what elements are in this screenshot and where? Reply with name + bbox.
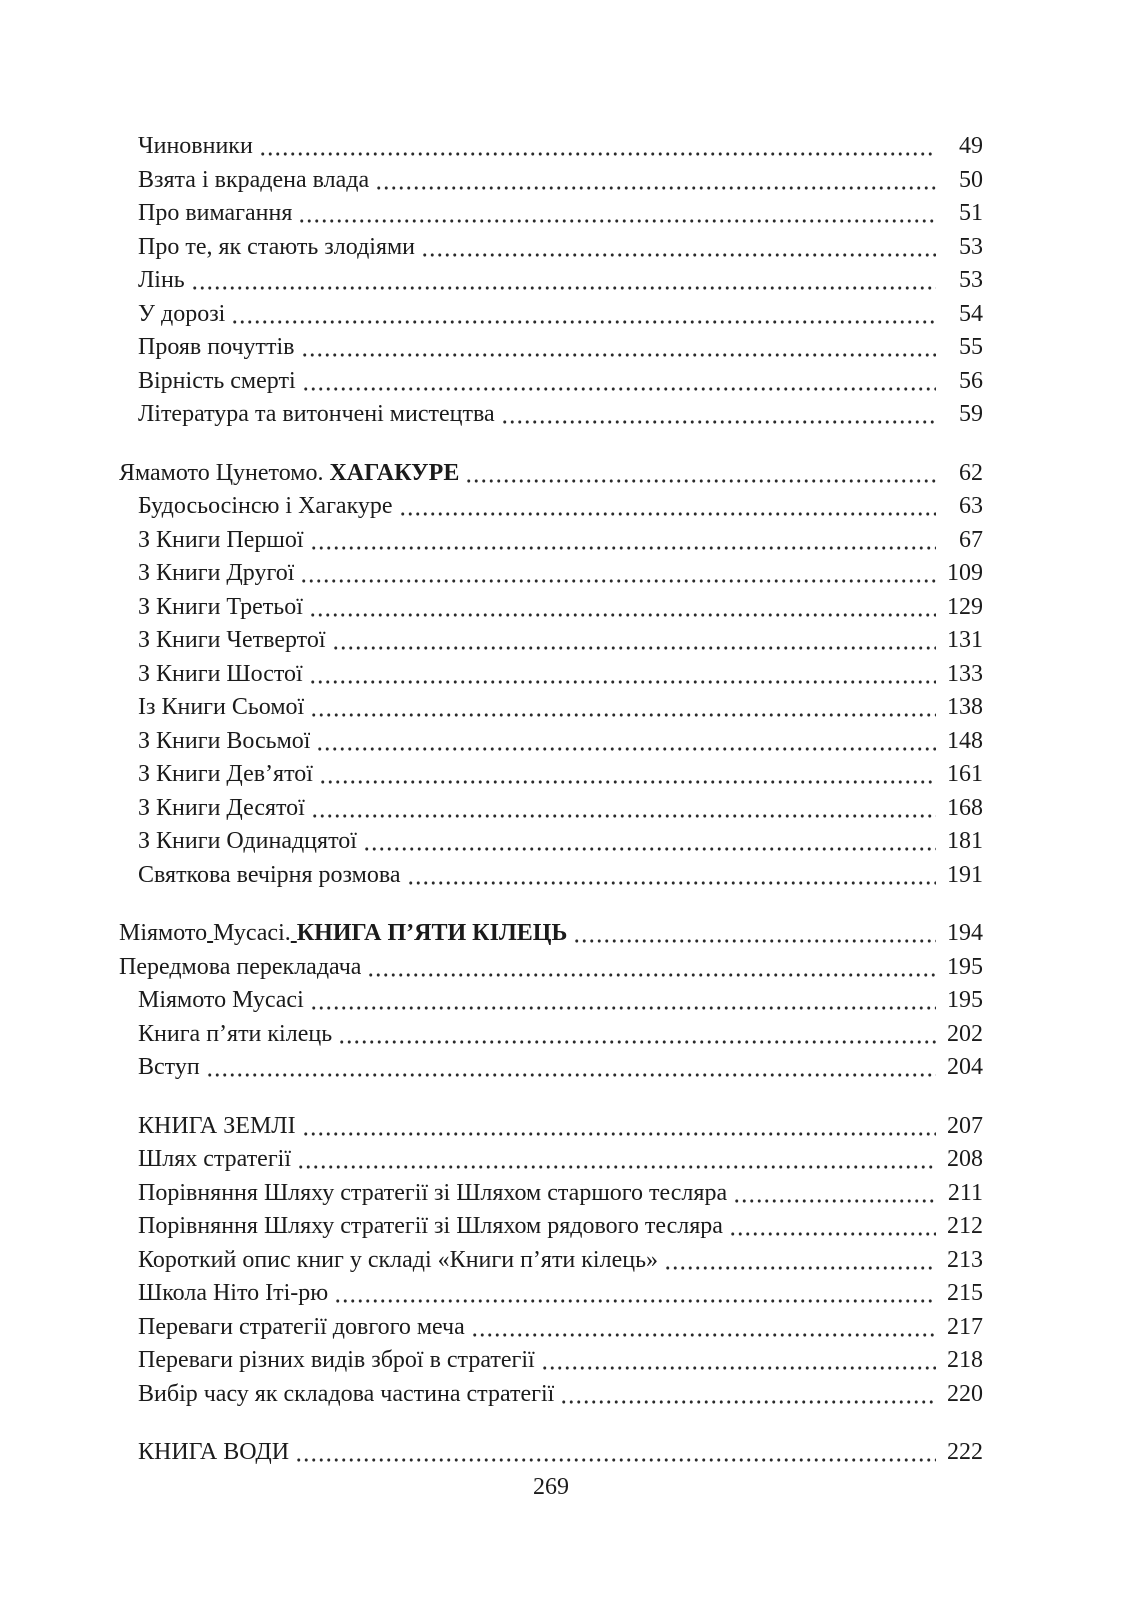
toc-dotted-leader [367,951,936,985]
toc-entry [119,231,983,265]
toc-entry-page-number: 50 [959,166,983,193]
toc-entry [119,197,983,231]
toc-entry-label: З Книги Десятої [138,794,305,821]
toc-dotted-leader [316,725,936,759]
toc-dotted-leader [300,557,936,591]
toc-dotted-leader [465,457,936,491]
toc-entry-page-number: 191 [947,861,983,888]
toc-entry-page-number: 55 [959,334,983,360]
toc-entry-label: Чиновники [138,133,253,159]
toc-entry-page-number: 63 [959,493,983,519]
toc-entry [119,1210,983,1244]
toc-entry [119,264,983,298]
toc-entry-label: КНИГА ВОДИ [138,1439,290,1465]
toc-dotted-leader [375,164,936,198]
toc-dotted-leader [573,917,936,951]
toc-dotted-leader [302,365,936,399]
toc-dotted-leader [319,758,936,792]
toc-entry [119,1110,983,1144]
toc-entry [119,130,983,164]
toc-dotted-leader [191,264,936,298]
toc-dotted-leader [421,231,936,265]
toc-entry [119,1177,983,1211]
toc-entry-label: Шлях стратегії [138,1146,292,1172]
toc-dotted-leader [302,1110,936,1144]
toc-entry-label: Переваги стратегії довгого меча [138,1313,465,1340]
toc-entry-label: Література та витончені мистецтва [138,401,495,427]
toc-entry-page-number: 59 [959,401,983,427]
toc-entry-page-number: 129 [947,593,983,620]
toc-entry [119,524,983,558]
toc-entry-page-number: 211 [947,1179,983,1206]
toc-entry [119,658,983,692]
toc-entry-page-number: 204 [947,1054,983,1080]
toc-entry-label: З Книги Шостої [138,660,303,687]
toc-dotted-leader [309,658,936,692]
toc-entry-label: Книга п’яти кілець [138,1020,333,1047]
toc-entry [119,457,983,491]
toc-entry-page-number: 67 [959,526,983,553]
toc-entry [119,691,983,725]
toc-entry-page-number: 212 [947,1213,983,1239]
toc-entry [119,1311,983,1345]
toc-entry-label: З Книги Дев’ятої [138,761,313,787]
toc-entry-page-number: 51 [959,200,983,226]
toc-entry-page-number: 62 [959,459,983,486]
toc-entry-page-number: 207 [947,1112,983,1139]
toc-entry-label: Вірність смерті [138,367,296,394]
toc-dotted-leader [729,1210,936,1244]
toc-dotted-leader [297,1143,936,1177]
toc-entry-label: КНИГА ЗЕМЛІ [138,1112,296,1139]
toc-dotted-leader [363,825,936,859]
toc-entry-label: Ямамото Цунетомо. ХАГАКУРЕ [119,459,460,486]
toc-entry-page-number: 195 [947,987,983,1013]
toc-entry-page-number: 49 [959,133,983,159]
toc-entry-page-number: 220 [947,1380,983,1407]
toc-entry-page-number: 138 [947,694,983,720]
toc-dotted-leader [310,691,936,725]
toc-entry-label: Міямото Мусасі. КНИГА П’ЯТИ КІЛЕЦЬ [119,920,568,946]
toc-entry [119,1143,983,1177]
toc-entry-label: Вибір часу як складова частина стратегії [138,1380,555,1407]
toc-entry-label: З Книги Четвертої [138,627,326,653]
toc-dotted-leader [309,591,936,625]
toc-entry-page-number: 168 [947,794,983,821]
toc-entry [119,164,983,198]
toc-dotted-leader [259,130,936,164]
toc-entry [119,490,983,524]
toc-entry-page-number: 217 [947,1313,983,1340]
toc-entry-page-number: 213 [947,1246,983,1273]
toc-entry-page-number: 181 [947,828,983,854]
toc-dotted-leader [301,331,936,365]
toc-entry [119,1344,983,1378]
toc-entry-label: З Книги Восьмої [138,727,311,754]
toc-entry [119,1378,983,1412]
toc-entry [119,725,983,759]
toc-entry [119,624,983,658]
toc-entry [119,792,983,826]
toc-entry-page-number: 109 [947,560,983,586]
toc-entry-label: Порівняння Шляху стратегії зі Шляхом старшого тесляра [138,1179,728,1206]
toc-entry-page-number: 194 [947,920,983,946]
toc-entry-page-number: 195 [947,953,983,980]
toc-entry-label: Порівняння Шляху стратегії зі Шляхом рядового тесляра [138,1213,723,1239]
toc-entry-label: Вступ [138,1054,200,1080]
toc-entry [119,1244,983,1278]
toc-entry-label: З Книги Одинадцятої [138,828,357,854]
toc-entry-page-number: 133 [947,660,983,687]
toc-entry [119,365,983,399]
toc-dotted-leader [310,524,936,558]
toc-entry [119,557,983,591]
toc-entry-label: Про те, як стають злодіями [138,233,416,260]
toc-entry [119,298,983,332]
toc-entry-page-number: 218 [947,1347,983,1373]
toc-dotted-leader [295,1436,936,1470]
toc-entry-label: Про вимагання [138,200,293,226]
toc-entry-label: З Книги Першої [138,526,304,553]
toc-entry-page-number: 131 [947,627,983,653]
toc-dotted-leader [501,398,936,432]
toc-entry-label: Переваги різних видів зброї в стратегії [138,1347,535,1373]
toc-entry [119,825,983,859]
toc-entry-page-number: 222 [947,1439,983,1465]
toc-dotted-leader [334,1277,936,1311]
toc-dotted-leader [733,1177,936,1211]
toc-dotted-leader [541,1344,936,1378]
toc-entry-page-number: 53 [959,267,983,293]
toc-entry [119,591,983,625]
toc-entry [119,758,983,792]
toc-dotted-leader [231,298,936,332]
toc-entry-page-number: 56 [959,367,983,394]
toc-dotted-leader [332,624,936,658]
toc-entry-page-number: 54 [959,300,983,327]
toc-entry-label: З Книги Третьої [138,593,303,620]
toc-entry-label: Святкова вечірня розмова [138,861,401,888]
toc-entry-label: Передмова перекладача [119,953,362,980]
toc-entry [119,331,983,365]
toc-dotted-leader [338,1018,936,1052]
toc-entry-label: З Книги Другої [138,560,295,586]
toc-entry-label: Із Книги Сьомої [138,694,305,720]
toc-entry-page-number: 53 [959,233,983,260]
toc-entry-label: У дорозі [138,300,226,327]
toc-dotted-leader [664,1244,936,1278]
page-number-footer: 269 [533,1474,569,1500]
toc-dotted-leader [206,1051,936,1085]
toc-dotted-leader [311,792,936,826]
toc-entry-label: Лінь [138,267,185,293]
toc-entry-page-number: 202 [947,1020,983,1047]
toc-entry-page-number: 208 [947,1146,983,1172]
toc-entry-page-number: 161 [947,761,983,787]
toc-entry-label: Міямото Мусасі [138,987,304,1013]
toc-dotted-leader [471,1311,936,1345]
toc-entry [119,1051,983,1085]
toc-entry-label: Будосьосінсю і Хагакуре [138,493,393,519]
toc-entry-label: Взята і вкрадена влада [138,166,370,193]
toc-entry [119,1277,983,1311]
toc-dotted-leader [560,1378,936,1412]
toc-entry [119,859,983,893]
toc-entry-page-number: 215 [947,1280,983,1306]
table-of-contents [119,130,983,1470]
toc-dotted-leader [407,859,936,893]
toc-entry-label: Прояв почуттів [138,334,295,360]
toc-entry [119,398,983,432]
toc-entry [119,1018,983,1052]
toc-entry [119,951,983,985]
toc-dotted-leader [399,490,936,524]
toc-dotted-leader [298,197,936,231]
toc-entry [119,917,983,951]
toc-entry-page-number: 148 [947,727,983,754]
toc-entry-label: Короткий опис книг у складі «Книги п’яти кілець» [138,1246,659,1273]
toc-dotted-leader [310,984,936,1018]
toc-entry [119,1436,983,1470]
toc-entry-label: Школа Ніто Іті-рю [138,1280,329,1306]
toc-entry [119,984,983,1018]
